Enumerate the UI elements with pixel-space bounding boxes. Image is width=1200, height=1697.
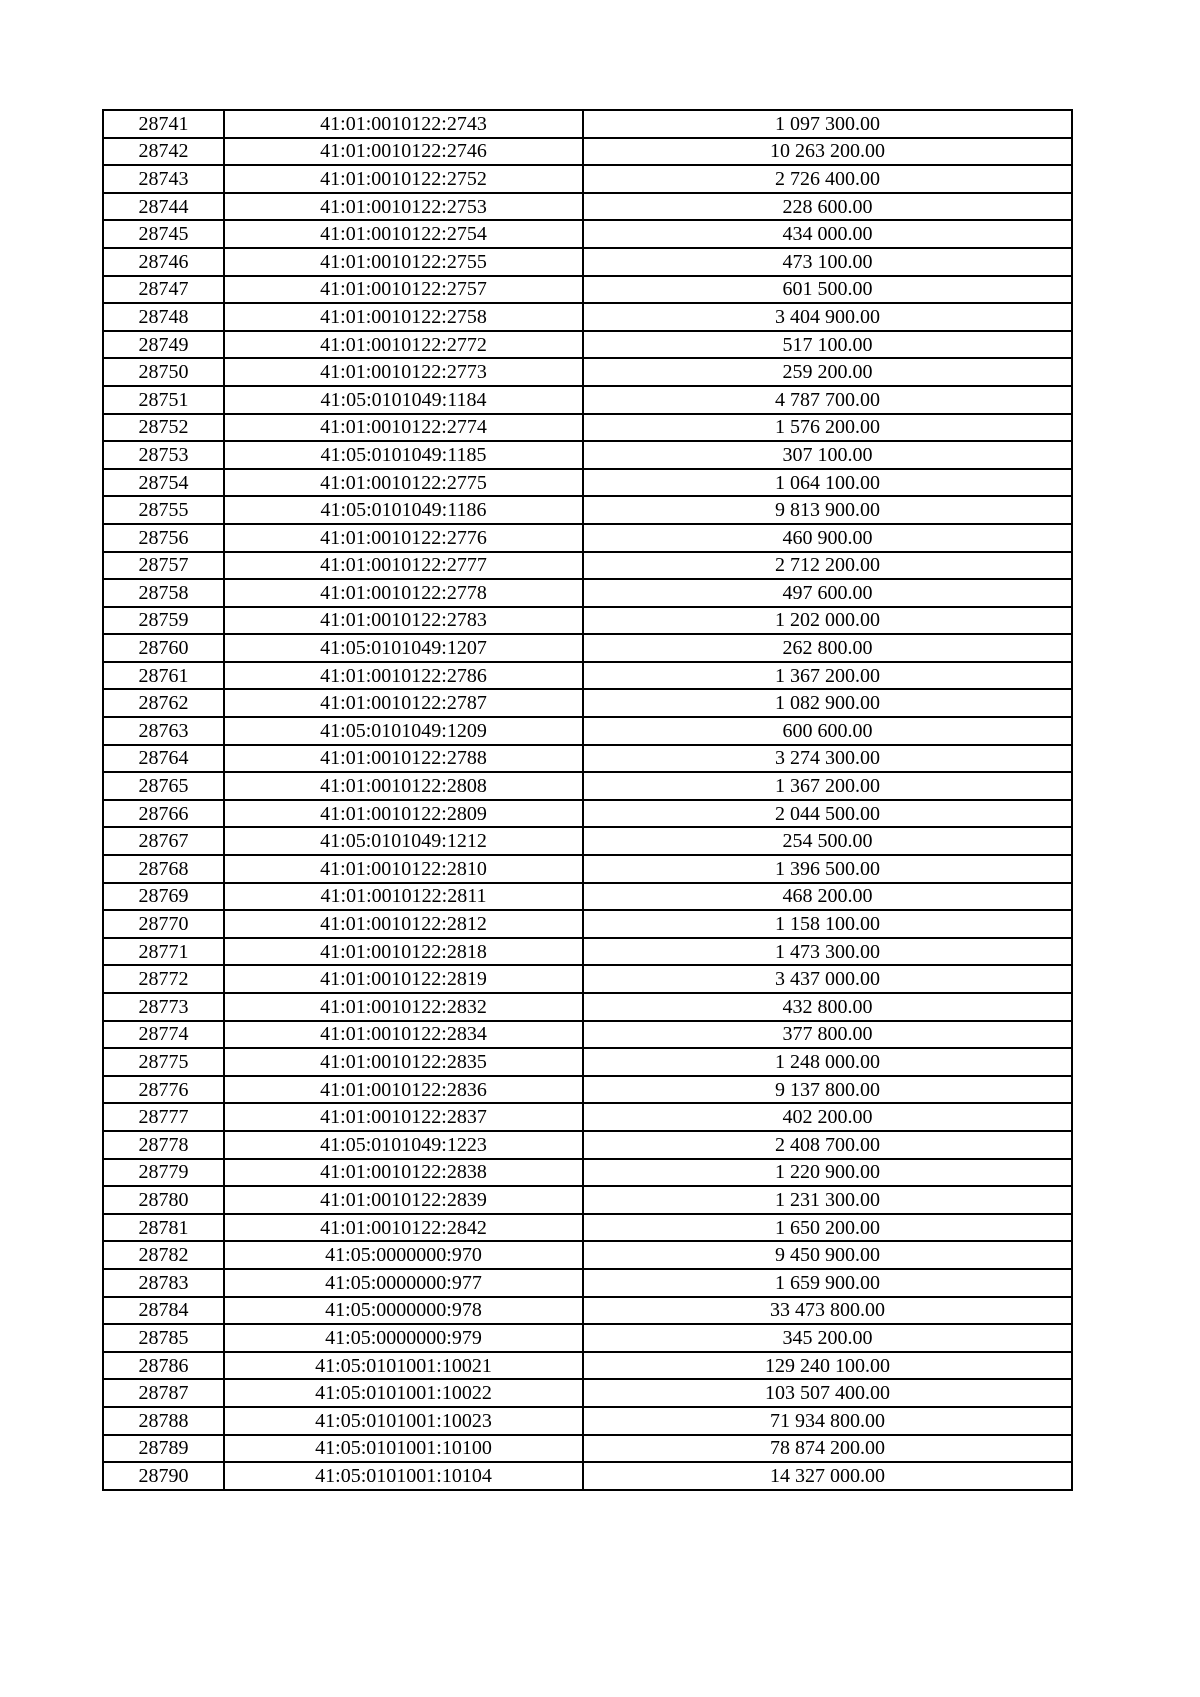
value-cell: 1 220 900.00 — [583, 1159, 1072, 1187]
table-row — [103, 1131, 1072, 1159]
value-cell: 10 263 200.00 — [583, 138, 1072, 166]
row-number-cell: 28744 — [103, 193, 224, 221]
cadastral-number-cell: 41:01:0010122:2810 — [224, 855, 583, 883]
cadastral-number-cell: 41:01:0010122:2818 — [224, 938, 583, 966]
row-number-cell: 28781 — [103, 1214, 224, 1242]
table-row — [103, 1021, 1072, 1049]
table-row — [103, 1241, 1072, 1269]
value-cell: 1 082 900.00 — [583, 689, 1072, 717]
cadastral-number-cell: 41:01:0010122:2776 — [224, 524, 583, 552]
table-row — [103, 1379, 1072, 1407]
table-row — [103, 1407, 1072, 1435]
table-row — [103, 441, 1072, 469]
value-cell: 1 231 300.00 — [583, 1186, 1072, 1214]
table-row — [103, 220, 1072, 248]
cadastral-number-cell: 41:01:0010122:2746 — [224, 138, 583, 166]
row-number-cell: 28786 — [103, 1352, 224, 1380]
cadastral-number-cell: 41:01:0010122:2811 — [224, 883, 583, 911]
table-row — [103, 717, 1072, 745]
value-cell: 377 800.00 — [583, 1021, 1072, 1049]
table-row — [103, 165, 1072, 193]
row-number-cell: 28743 — [103, 165, 224, 193]
table-row — [103, 1076, 1072, 1104]
cadastral-number-cell: 41:01:0010122:2758 — [224, 303, 583, 331]
row-number-cell: 28784 — [103, 1297, 224, 1325]
table-row — [103, 827, 1072, 855]
value-cell: 345 200.00 — [583, 1324, 1072, 1352]
value-cell: 262 800.00 — [583, 634, 1072, 662]
cadastral-number-cell: 41:01:0010122:2757 — [224, 276, 583, 304]
cadastral-number-cell: 41:05:0000000:970 — [224, 1241, 583, 1269]
table-row — [103, 303, 1072, 331]
value-cell: 473 100.00 — [583, 248, 1072, 276]
table-row — [103, 855, 1072, 883]
value-cell: 103 507 400.00 — [583, 1379, 1072, 1407]
row-number-cell: 28771 — [103, 938, 224, 966]
cadastral-number-cell: 41:01:0010122:2808 — [224, 772, 583, 800]
cadastral-number-cell: 41:05:0101049:1207 — [224, 634, 583, 662]
value-cell: 33 473 800.00 — [583, 1297, 1072, 1325]
row-number-cell: 28742 — [103, 138, 224, 166]
value-cell: 78 874 200.00 — [583, 1435, 1072, 1463]
cadastral-number-cell: 41:01:0010122:2755 — [224, 248, 583, 276]
row-number-cell: 28779 — [103, 1159, 224, 1187]
table-row — [103, 524, 1072, 552]
value-cell: 259 200.00 — [583, 358, 1072, 386]
value-cell: 71 934 800.00 — [583, 1407, 1072, 1435]
cadastral-number-cell: 41:01:0010122:2775 — [224, 469, 583, 497]
cadastral-number-cell: 41:05:0101049:1185 — [224, 441, 583, 469]
row-number-cell: 28752 — [103, 414, 224, 442]
cadastral-number-cell: 41:05:0101001:10104 — [224, 1462, 583, 1490]
cadastral-number-cell: 41:01:0010122:2778 — [224, 579, 583, 607]
row-number-cell: 28778 — [103, 1131, 224, 1159]
value-cell: 402 200.00 — [583, 1103, 1072, 1131]
table-row — [103, 331, 1072, 359]
row-number-cell: 28777 — [103, 1103, 224, 1131]
cadastral-number-cell: 41:01:0010122:2777 — [224, 552, 583, 580]
value-cell: 600 600.00 — [583, 717, 1072, 745]
cadastral-number-cell: 41:01:0010122:2835 — [224, 1048, 583, 1076]
cadastral-number-cell: 41:01:0010122:2809 — [224, 800, 583, 828]
table-row — [103, 634, 1072, 662]
table-row — [103, 276, 1072, 304]
value-cell: 1 650 200.00 — [583, 1214, 1072, 1242]
cadastral-number-cell: 41:05:0101049:1209 — [224, 717, 583, 745]
row-number-cell: 28790 — [103, 1462, 224, 1490]
row-number-cell: 28760 — [103, 634, 224, 662]
table-row — [103, 138, 1072, 166]
cadastral-number-cell: 41:05:0101001:10022 — [224, 1379, 583, 1407]
table-row — [103, 1103, 1072, 1131]
cadastral-number-cell: 41:05:0101049:1223 — [224, 1131, 583, 1159]
table-row — [103, 248, 1072, 276]
value-cell: 9 813 900.00 — [583, 496, 1072, 524]
cadastral-number-cell: 41:05:0000000:978 — [224, 1297, 583, 1325]
row-number-cell: 28747 — [103, 276, 224, 304]
cadastral-number-cell: 41:05:0101049:1186 — [224, 496, 583, 524]
row-number-cell: 28755 — [103, 496, 224, 524]
table-row — [103, 414, 1072, 442]
row-number-cell: 28758 — [103, 579, 224, 607]
cadastral-number-cell: 41:01:0010122:2753 — [224, 193, 583, 221]
value-cell: 9 450 900.00 — [583, 1241, 1072, 1269]
cadastral-number-cell: 41:01:0010122:2812 — [224, 910, 583, 938]
table-row — [103, 883, 1072, 911]
value-cell: 468 200.00 — [583, 883, 1072, 911]
cadastral-number-cell: 41:05:0101049:1212 — [224, 827, 583, 855]
cadastral-number-cell: 41:05:0101001:10100 — [224, 1435, 583, 1463]
value-cell: 1 158 100.00 — [583, 910, 1072, 938]
row-number-cell: 28748 — [103, 303, 224, 331]
cadastral-number-cell: 41:01:0010122:2783 — [224, 607, 583, 635]
value-cell: 432 800.00 — [583, 993, 1072, 1021]
value-cell: 1 248 000.00 — [583, 1048, 1072, 1076]
row-number-cell: 28763 — [103, 717, 224, 745]
cadastral-number-cell: 41:01:0010122:2832 — [224, 993, 583, 1021]
value-cell: 129 240 100.00 — [583, 1352, 1072, 1380]
row-number-cell: 28788 — [103, 1407, 224, 1435]
row-number-cell: 28741 — [103, 110, 224, 138]
value-cell: 1 367 200.00 — [583, 772, 1072, 800]
cadastral-number-cell: 41:01:0010122:2774 — [224, 414, 583, 442]
value-cell: 2 044 500.00 — [583, 800, 1072, 828]
row-number-cell: 28745 — [103, 220, 224, 248]
table-row — [103, 1297, 1072, 1325]
value-cell: 2 408 700.00 — [583, 1131, 1072, 1159]
cadastral-number-cell: 41:01:0010122:2842 — [224, 1214, 583, 1242]
row-number-cell: 28756 — [103, 524, 224, 552]
row-number-cell: 28761 — [103, 662, 224, 690]
table-row — [103, 745, 1072, 773]
table-row — [103, 469, 1072, 497]
value-cell: 1 202 000.00 — [583, 607, 1072, 635]
row-number-cell: 28767 — [103, 827, 224, 855]
row-number-cell: 28785 — [103, 1324, 224, 1352]
table-row — [103, 938, 1072, 966]
table-row — [103, 1186, 1072, 1214]
row-number-cell: 28765 — [103, 772, 224, 800]
row-number-cell: 28751 — [103, 386, 224, 414]
table-row — [103, 579, 1072, 607]
table-row — [103, 358, 1072, 386]
cadastral-number-cell: 41:01:0010122:2787 — [224, 689, 583, 717]
table-row — [103, 1048, 1072, 1076]
value-cell: 460 900.00 — [583, 524, 1072, 552]
table-row — [103, 607, 1072, 635]
row-number-cell: 28776 — [103, 1076, 224, 1104]
table-row — [103, 1324, 1072, 1352]
cadastral-number-cell: 41:05:0101049:1184 — [224, 386, 583, 414]
table-row — [103, 386, 1072, 414]
cadastral-number-cell: 41:01:0010122:2743 — [224, 110, 583, 138]
cadastral-number-cell: 41:05:0101001:10021 — [224, 1352, 583, 1380]
value-cell: 1 097 300.00 — [583, 110, 1072, 138]
row-number-cell: 28754 — [103, 469, 224, 497]
table-row — [103, 552, 1072, 580]
table-row — [103, 689, 1072, 717]
row-number-cell: 28774 — [103, 1021, 224, 1049]
cadastral-number-cell: 41:01:0010122:2773 — [224, 358, 583, 386]
row-number-cell: 28782 — [103, 1241, 224, 1269]
row-number-cell: 28787 — [103, 1379, 224, 1407]
cadastral-number-cell: 41:01:0010122:2788 — [224, 745, 583, 773]
table-row — [103, 965, 1072, 993]
row-number-cell: 28749 — [103, 331, 224, 359]
row-number-cell: 28766 — [103, 800, 224, 828]
cadastral-number-cell: 41:01:0010122:2834 — [224, 1021, 583, 1049]
cadastral-number-cell: 41:01:0010122:2786 — [224, 662, 583, 690]
value-cell: 497 600.00 — [583, 579, 1072, 607]
cadastral-number-cell: 41:01:0010122:2839 — [224, 1186, 583, 1214]
row-number-cell: 28759 — [103, 607, 224, 635]
row-number-cell: 28770 — [103, 910, 224, 938]
row-number-cell: 28780 — [103, 1186, 224, 1214]
table-row — [103, 193, 1072, 221]
value-cell: 3 437 000.00 — [583, 965, 1072, 993]
table-body — [103, 110, 1072, 1490]
row-number-cell: 28783 — [103, 1269, 224, 1297]
value-cell: 601 500.00 — [583, 276, 1072, 304]
table-row — [103, 496, 1072, 524]
cadastral-number-cell: 41:05:0000000:979 — [224, 1324, 583, 1352]
value-cell: 228 600.00 — [583, 193, 1072, 221]
table-row — [103, 1462, 1072, 1490]
value-cell: 434 000.00 — [583, 220, 1072, 248]
value-cell: 3 404 900.00 — [583, 303, 1072, 331]
value-cell: 1 396 500.00 — [583, 855, 1072, 883]
value-cell: 9 137 800.00 — [583, 1076, 1072, 1104]
row-number-cell: 28772 — [103, 965, 224, 993]
row-number-cell: 28789 — [103, 1435, 224, 1463]
table-row — [103, 1269, 1072, 1297]
cadastral-number-cell: 41:05:0000000:977 — [224, 1269, 583, 1297]
value-cell: 517 100.00 — [583, 331, 1072, 359]
cadastral-number-cell: 41:01:0010122:2836 — [224, 1076, 583, 1104]
value-cell: 4 787 700.00 — [583, 386, 1072, 414]
row-number-cell: 28764 — [103, 745, 224, 773]
table-row — [103, 1435, 1072, 1463]
table-row — [103, 662, 1072, 690]
cadastral-number-cell: 41:01:0010122:2819 — [224, 965, 583, 993]
cadastral-number-cell: 41:01:0010122:2752 — [224, 165, 583, 193]
table-row — [103, 910, 1072, 938]
cadastral-number-cell: 41:01:0010122:2772 — [224, 331, 583, 359]
row-number-cell: 28762 — [103, 689, 224, 717]
row-number-cell: 28769 — [103, 883, 224, 911]
row-number-cell: 28746 — [103, 248, 224, 276]
row-number-cell: 28750 — [103, 358, 224, 386]
table-row — [103, 1159, 1072, 1187]
value-cell: 1 576 200.00 — [583, 414, 1072, 442]
cadastral-number-cell: 41:01:0010122:2837 — [224, 1103, 583, 1131]
table-row — [103, 993, 1072, 1021]
value-cell: 1 367 200.00 — [583, 662, 1072, 690]
table-row — [103, 800, 1072, 828]
table-row — [103, 110, 1072, 138]
value-cell: 1 064 100.00 — [583, 469, 1072, 497]
value-cell: 14 327 000.00 — [583, 1462, 1072, 1490]
value-cell: 1 473 300.00 — [583, 938, 1072, 966]
row-number-cell: 28753 — [103, 441, 224, 469]
table-row — [103, 1214, 1072, 1242]
cadastral-number-cell: 41:05:0101001:10023 — [224, 1407, 583, 1435]
row-number-cell: 28757 — [103, 552, 224, 580]
cadastral-number-cell: 41:01:0010122:2754 — [224, 220, 583, 248]
table-row — [103, 1352, 1072, 1380]
cadastral-number-cell: 41:01:0010122:2838 — [224, 1159, 583, 1187]
value-cell: 2 712 200.00 — [583, 552, 1072, 580]
table-row — [103, 772, 1072, 800]
row-number-cell: 28768 — [103, 855, 224, 883]
row-number-cell: 28773 — [103, 993, 224, 1021]
value-cell: 254 500.00 — [583, 827, 1072, 855]
value-cell: 1 659 900.00 — [583, 1269, 1072, 1297]
cadastral-value-table — [102, 109, 1073, 1491]
value-cell: 3 274 300.00 — [583, 745, 1072, 773]
value-cell: 2 726 400.00 — [583, 165, 1072, 193]
row-number-cell: 28775 — [103, 1048, 224, 1076]
value-cell: 307 100.00 — [583, 441, 1072, 469]
